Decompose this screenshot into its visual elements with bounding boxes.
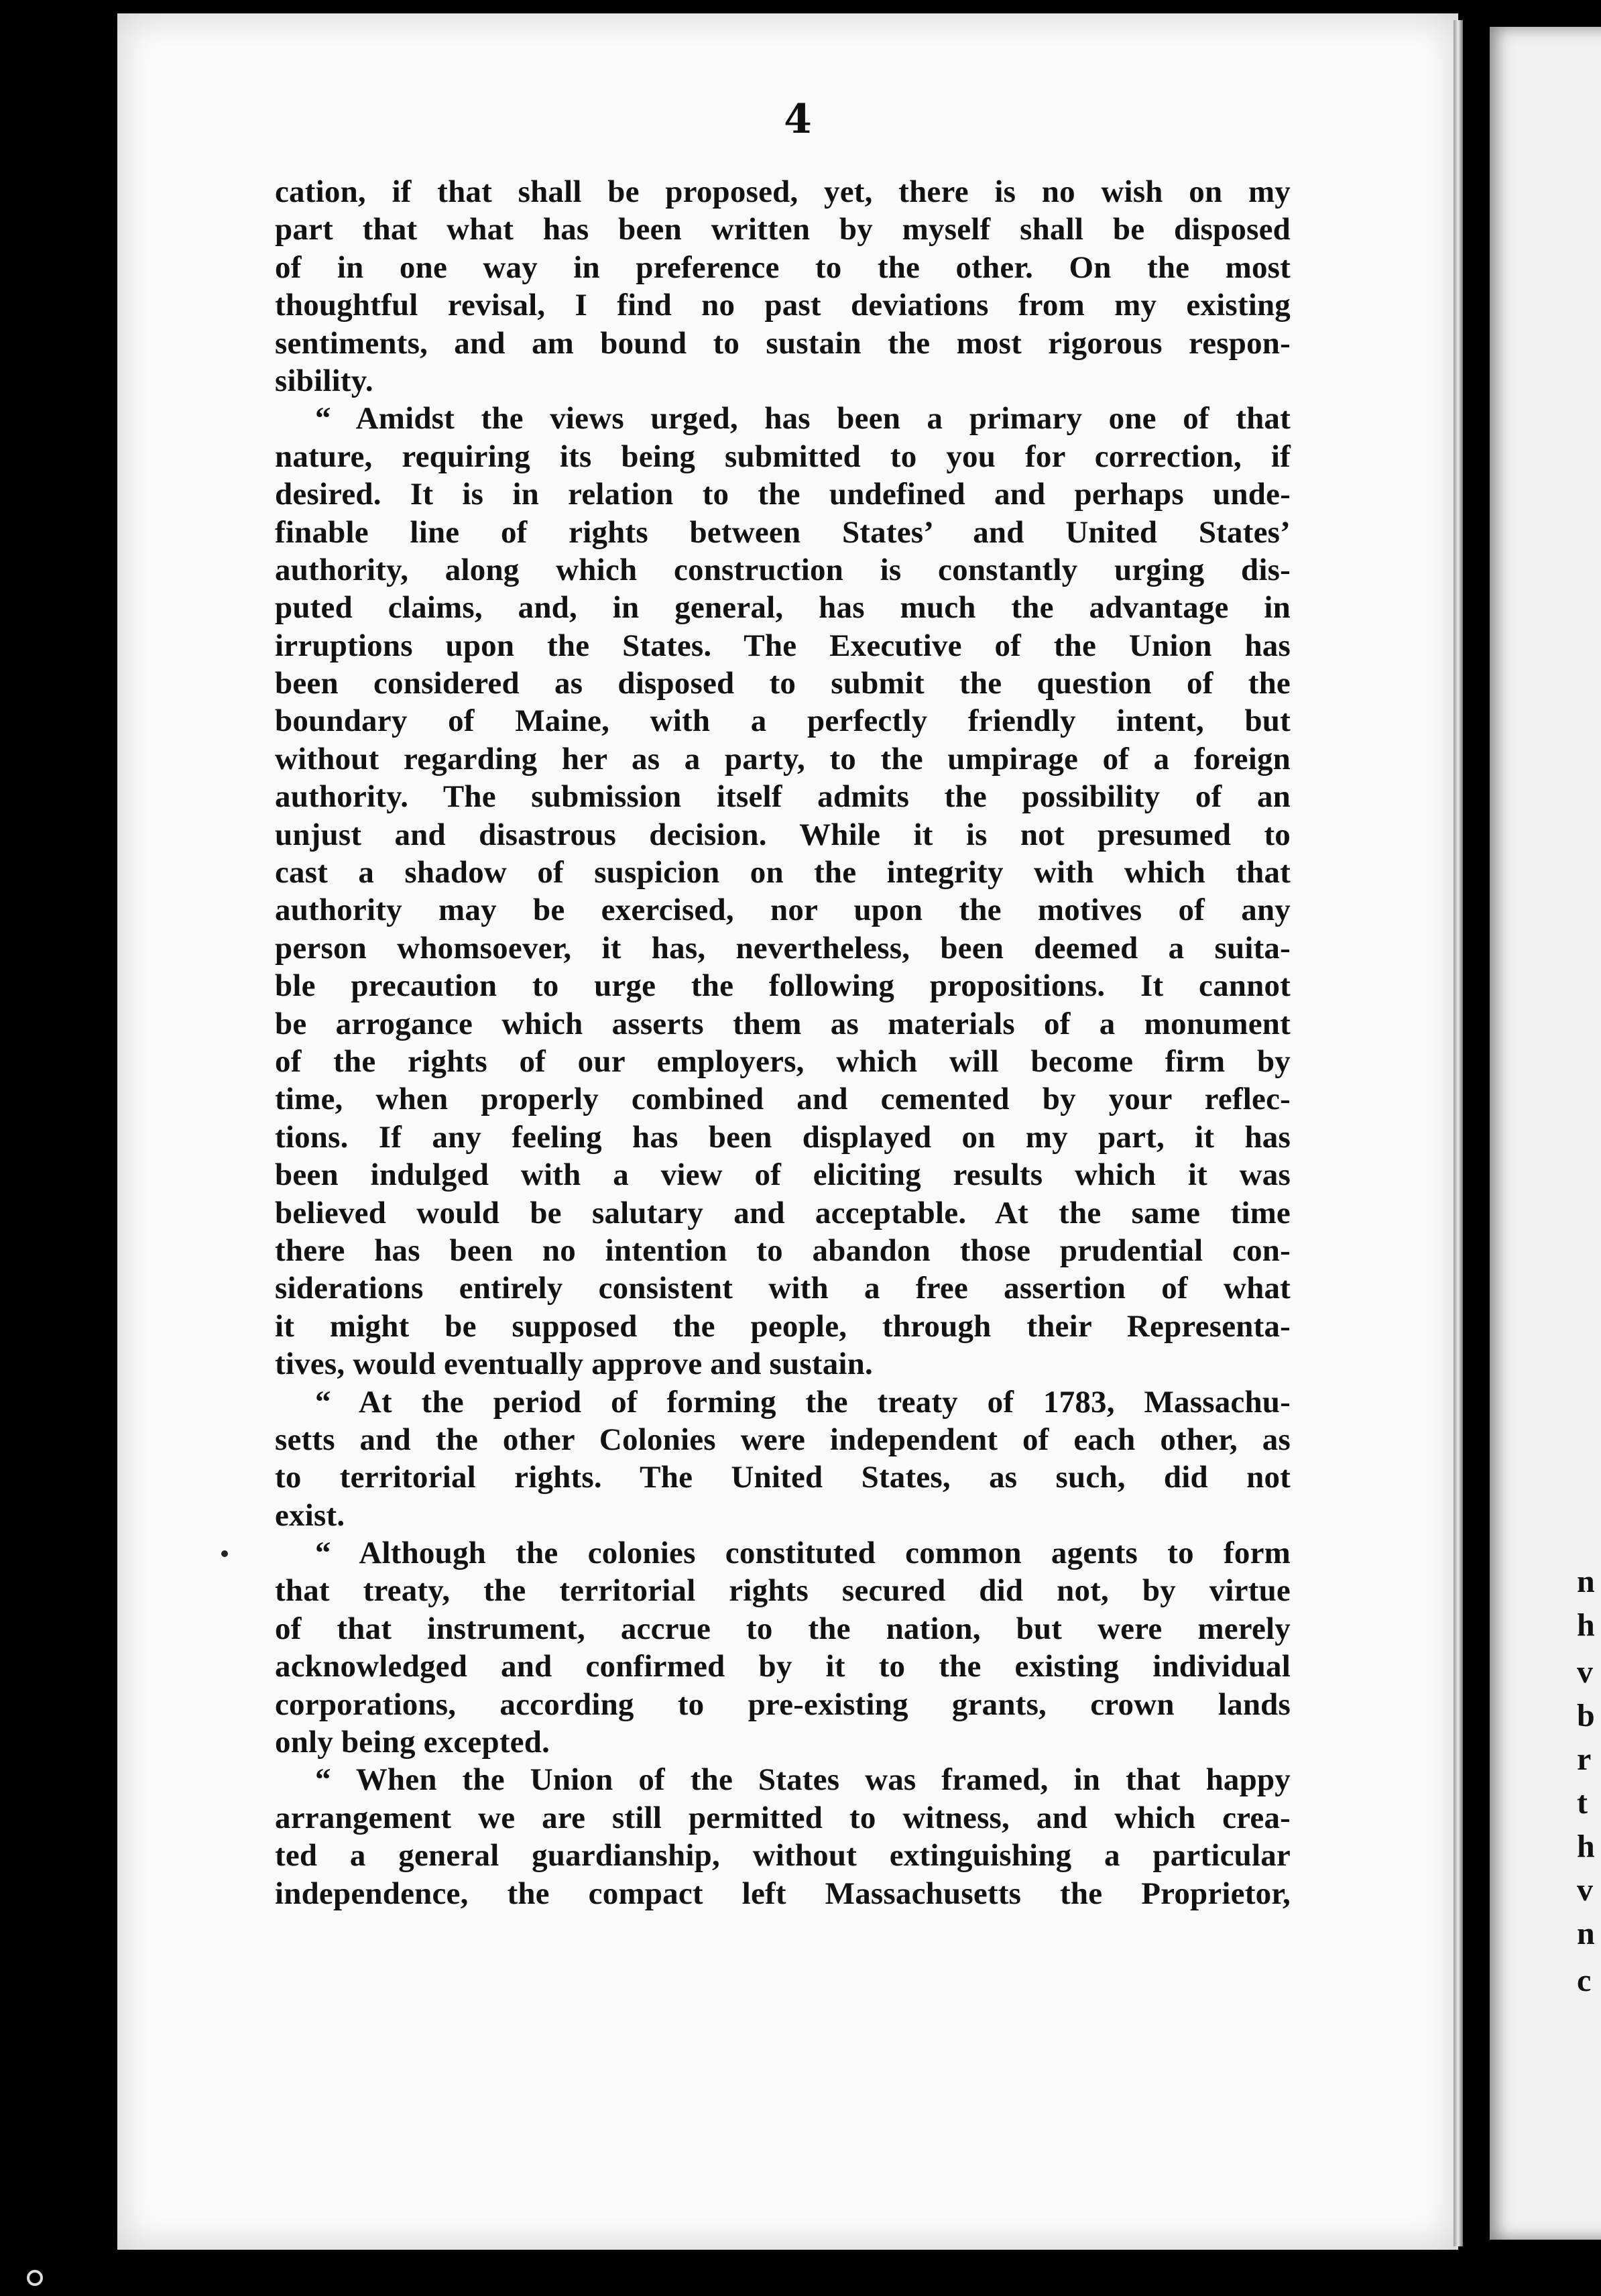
adjacent-text-fragment: c xyxy=(1577,1963,1592,1998)
text-line: finable line of rights between States’ and United States’ xyxy=(275,514,1291,550)
text-line: cast a shadow of suspicion on the integrity with which that xyxy=(275,855,1291,891)
text-line: tives, would eventually approve and sustain. xyxy=(275,1346,873,1382)
text-line: only being excepted. xyxy=(275,1725,550,1760)
text-line: authority. The submission itself admits the possibility of an xyxy=(275,779,1291,815)
adjacent-page xyxy=(1490,27,1601,2240)
text-line: thoughtful revisal, I find no past deviations from my existing xyxy=(275,288,1291,323)
text-line: to territorial rights. The United States, as such, did not xyxy=(275,1460,1291,1495)
page-edge xyxy=(1454,20,1463,2246)
adjacent-text-fragment: n xyxy=(1577,1916,1595,1951)
text-line: ted a general guardianship, without extinguishing a particular xyxy=(275,1838,1291,1874)
text-line: “ Although the colonies constituted common agents to form xyxy=(315,1536,1291,1571)
text-line: been indulged with a view of eliciting results which it was xyxy=(275,1157,1291,1193)
text-line: acknowledged and confirmed by it to the existing individual xyxy=(275,1649,1291,1684)
text-line: sentiments, and am bound to sustain the most rigorous respon- xyxy=(275,325,1291,361)
text-line: been considered as disposed to submit the question of the xyxy=(275,666,1291,701)
adjacent-text-fragment: n xyxy=(1577,1564,1595,1599)
scan-speck xyxy=(27,2270,43,2286)
scan-speck xyxy=(221,1550,228,1557)
text-line: “ Amidst the views urged, has been a primary one of that xyxy=(315,401,1291,437)
text-line: be arrogance which asserts them as materials of a monument xyxy=(275,1006,1291,1041)
text-line: cation, if that shall be proposed, yet, there is no wish on my xyxy=(275,174,1291,209)
text-line: ble precaution to urge the following propositions. It cannot xyxy=(275,968,1291,1004)
adjacent-text-fragment: v xyxy=(1577,1872,1593,1908)
adjacent-text-fragment: h xyxy=(1577,1607,1595,1643)
adjacent-text-fragment: b xyxy=(1577,1698,1595,1733)
text-line: irruptions upon the States. The Executive of the Union has xyxy=(275,628,1291,663)
text-line: unjust and disastrous decision. While it is not presumed to xyxy=(275,817,1291,852)
text-line: tions. If any feeling has been displayed on my part, it has xyxy=(275,1119,1291,1155)
text-line: setts and the other Colonies were independent of each other, as xyxy=(275,1422,1291,1457)
text-line: arrangement we are still permitted to witness, and which crea- xyxy=(275,1800,1291,1835)
adjacent-text-fragment: h xyxy=(1577,1829,1595,1864)
text-line: time, when properly combined and cemented by your reflec- xyxy=(275,1082,1291,1117)
text-line: authority, along which construction is constantly urging dis- xyxy=(275,552,1291,587)
text-line: “ When the Union of the States was framed, in that happy xyxy=(315,1762,1291,1798)
text-line: puted claims, and, in general, has much the advantage in xyxy=(275,590,1291,626)
text-line: that treaty, the territorial rights secured did not, by virtue xyxy=(275,1573,1291,1609)
text-line: independence, the compact left Massachusetts the Proprietor, xyxy=(275,1876,1291,1911)
text-line: of that instrument, accrue to the nation, but were merely xyxy=(275,1611,1291,1646)
text-line: “ At the period of forming the treaty of 1783, Massachu- xyxy=(315,1384,1291,1420)
text-line: there has been no intention to abandon those prudential con- xyxy=(275,1232,1291,1268)
text-line: boundary of Maine, with a perfectly friendly intent, but xyxy=(275,703,1291,739)
page-number: 4 xyxy=(784,96,812,143)
adjacent-text-fragment: t xyxy=(1577,1785,1588,1821)
text-line: it might be supposed the people, through their Representa- xyxy=(275,1308,1291,1344)
body-text xyxy=(275,173,1291,1912)
text-line: of the rights of our employers, which will become firm by xyxy=(275,1043,1291,1079)
text-line: exist. xyxy=(275,1497,345,1533)
text-line: person whomsoever, it has, nevertheless, been deemed a suita- xyxy=(275,930,1291,966)
text-line: corporations, according to pre-existing grants, crown lands xyxy=(275,1686,1291,1722)
text-line: believed would be salutary and acceptable. At the same time xyxy=(275,1195,1291,1230)
text-line: authority may be exercised, nor upon the motives of any xyxy=(275,893,1291,928)
text-line: nature, requiring its being submitted to you for correction, if xyxy=(275,439,1291,474)
text-line: of in one way in preference to the other. On the most xyxy=(275,249,1291,285)
text-line: siderations entirely consistent with a free assertion of what xyxy=(275,1271,1291,1306)
text-line: sibility. xyxy=(275,363,373,398)
adjacent-text-fragment: v xyxy=(1577,1654,1593,1690)
text-line: part that what has been written by myself shall be disposed xyxy=(275,212,1291,247)
adjacent-text-fragment: r xyxy=(1577,1741,1592,1777)
text-line: without regarding her as a party, to the umpirage of a foreign xyxy=(275,741,1291,777)
text-line: desired. It is in relation to the undefined and perhaps unde- xyxy=(275,477,1291,512)
